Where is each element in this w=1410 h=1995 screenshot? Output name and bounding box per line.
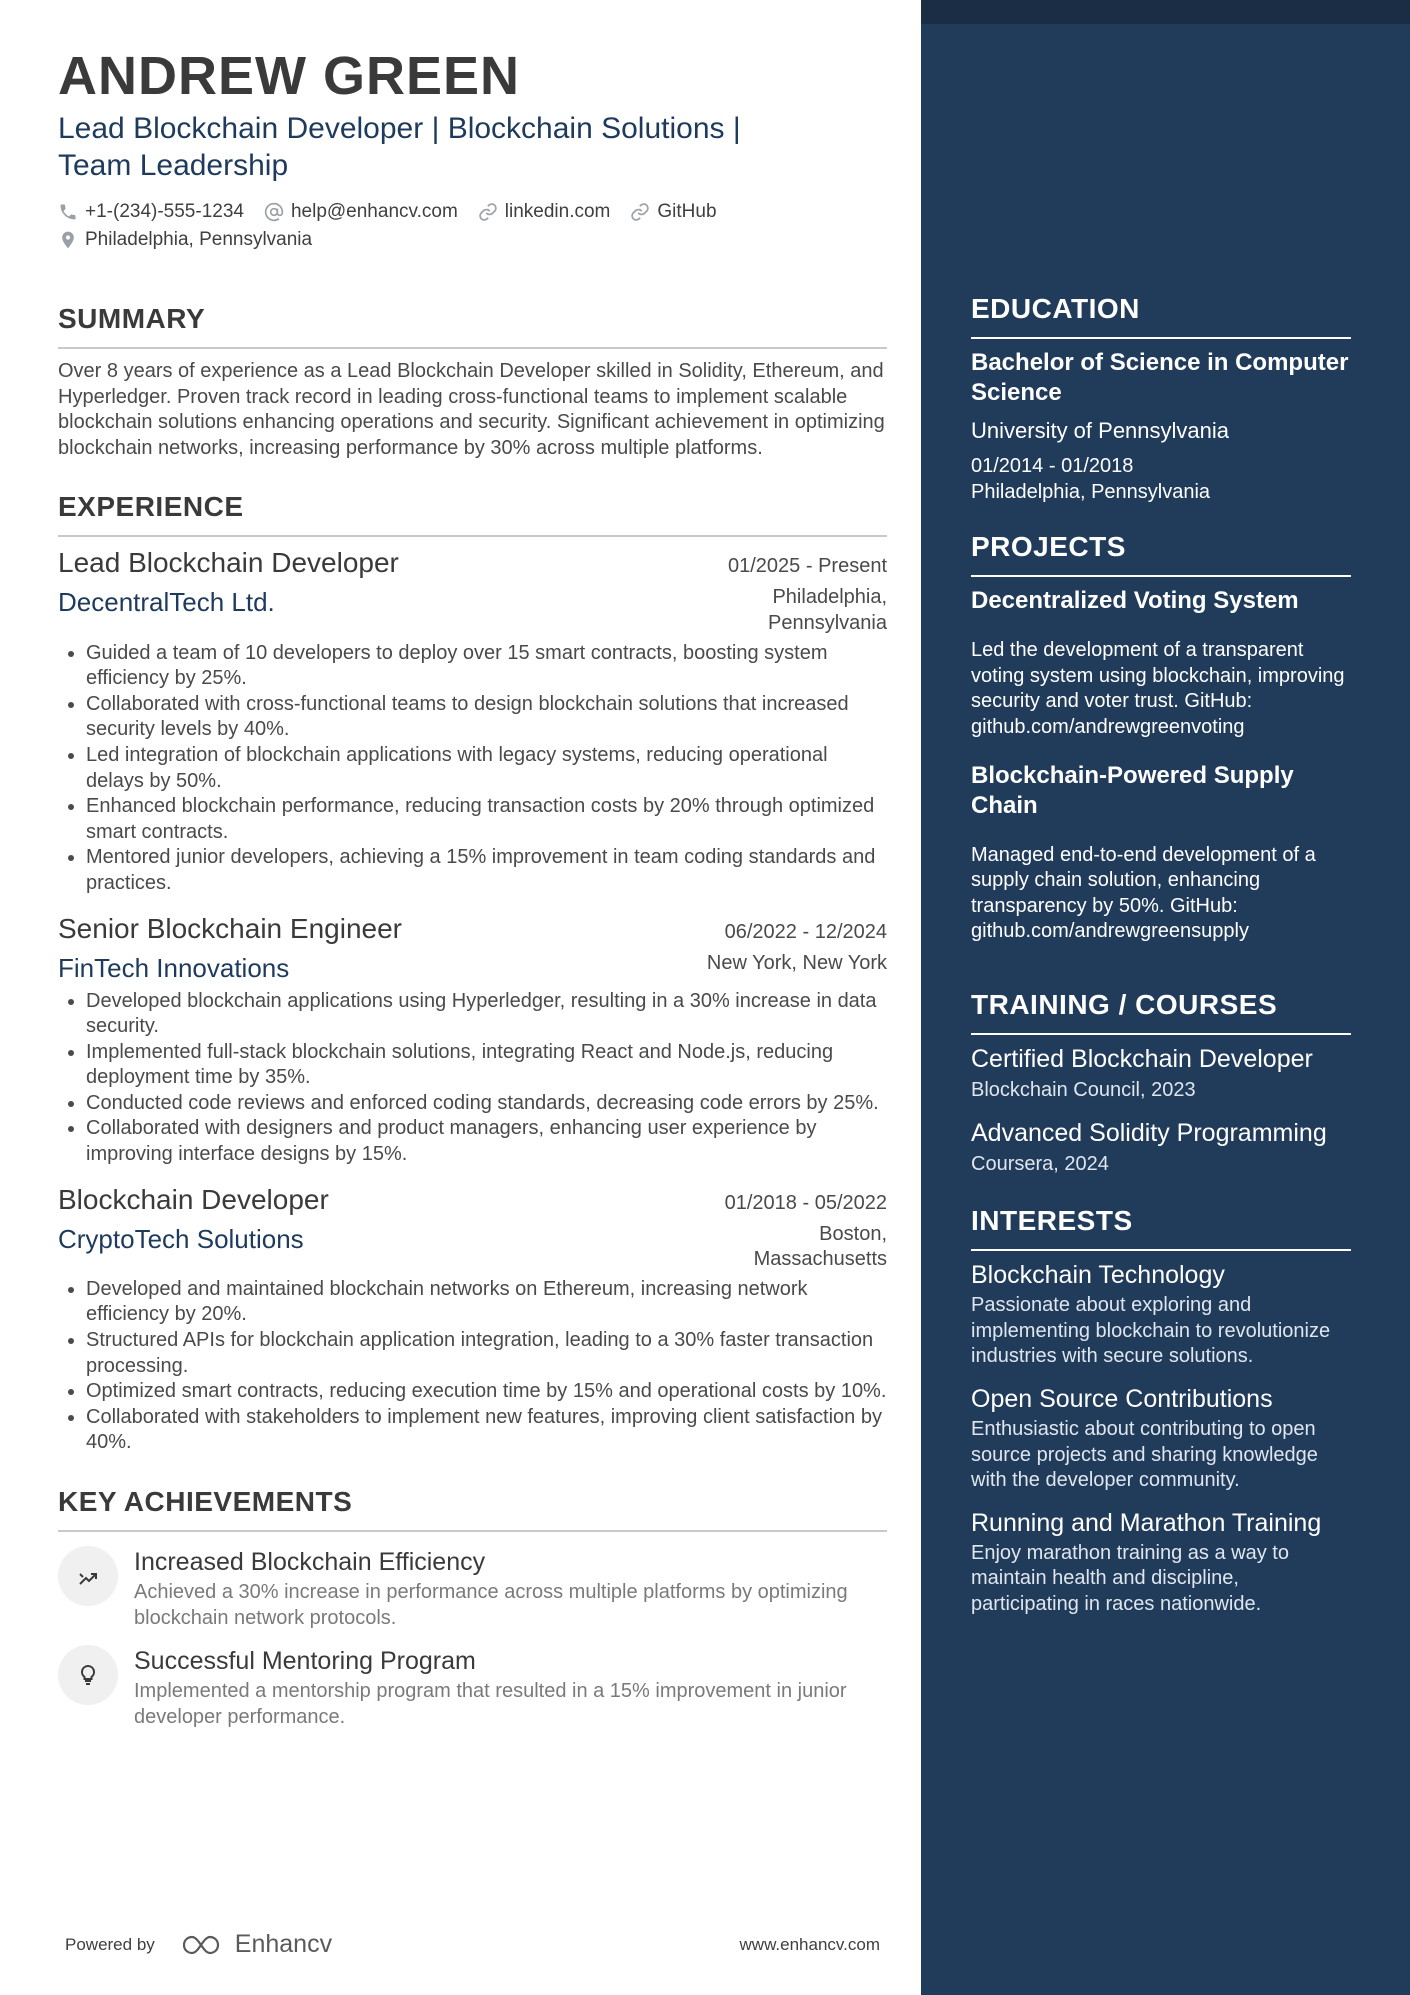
projects-section: [971, 529, 1351, 945]
section-title: EDUCATION: [971, 293, 1140, 324]
phone-icon: [58, 202, 78, 222]
course-title: Advanced Solidity Programming: [971, 1118, 1327, 1147]
achievement-title: Increased Blockchain Efficiency: [134, 1548, 486, 1576]
education-school: University of Pennsylvania: [971, 418, 1230, 443]
education-location: Philadelphia, Pennsylvania: [971, 480, 1211, 503]
linkedin-text: linkedin.com: [504, 201, 611, 222]
course-title: Certified Blockchain Developer: [971, 1044, 1313, 1073]
job-bullet: • Conducted code reviews and enforced coding standards, decreasing code errors by 25%.: [86, 1091, 887, 1117]
job-bullets: [58, 641, 887, 897]
achievement-description: Implemented a mentorship program that resulted in a 15% improvement in junior developer performance.: [134, 1680, 847, 1728]
achievement-icon-badge: [58, 1546, 118, 1606]
achievement-item: [58, 1546, 887, 1631]
education-degree: Bachelor of Science in Computer Science: [971, 349, 1349, 406]
job-bullet: • Enhanced blockchain performance, reducing transaction costs by 20% through optimized smart contracts.: [86, 794, 887, 845]
interest-description: Passionate about exploring and implementing blockchain to revolutionize industries with secure solutions.: [971, 1294, 1331, 1368]
job-company: FinTech Innovations: [58, 952, 290, 983]
job-bullet: • Collaborated with designers and product managers, enhancing user experience by improving interface designs by 15%.: [86, 1116, 887, 1167]
project-title: Blockchain-Powered Supply Chain: [971, 761, 1294, 819]
job-bullets: [58, 1277, 887, 1456]
powered-by: [65, 1930, 332, 1959]
job-bullet: • Led integration of blockchain applications with legacy systems, reducing operational delays by 50%.: [86, 743, 887, 794]
sidebar-column: [971, 291, 1351, 1617]
interest-title: Open Source Contributions: [971, 1384, 1273, 1413]
summary-section: [58, 301, 887, 461]
project-description: Managed end-to-end development of a supply chain solution, enhancing transparency by 50%. GitHub: github.com/andrewgreensupply: [971, 843, 1316, 943]
location-pin-icon: [58, 230, 78, 250]
job-dates: 06/2022 - 12/2024: [724, 920, 887, 943]
at-sign-icon: [264, 202, 284, 222]
phone-text: +1-(234)-555-1234: [85, 201, 244, 222]
job-bullets: [58, 989, 887, 1168]
candidate-headline: Lead Blockchain Developer | Blockchain Solutions | Team Leadership: [58, 112, 741, 182]
section-divider: [971, 1249, 1351, 1251]
job-bullet: • Collaborated with cross-functional teams to design blockchain solutions that increased security levels by 40%.: [86, 692, 887, 743]
contact-github[interactable]: [630, 201, 716, 223]
job-location: Boston, Massachusetts: [753, 1222, 887, 1271]
interest-description: Enjoy marathon training as a way to maintain health and discipline, participating in races nationwide.: [971, 1541, 1289, 1615]
contact-linkedin[interactable]: [478, 201, 611, 223]
job-bullet: • Structured APIs for blockchain application integration, leading to a 30% faster transaction processing.: [86, 1328, 887, 1379]
job-bullet: • Implemented full-stack blockchain solutions, integrating React and Node.js, reducing deployment time by 35%.: [86, 1040, 887, 1091]
job-entry: [58, 1182, 887, 1456]
email-text: help@enhancv.com: [290, 201, 458, 222]
job-title: Senior Blockchain Engineer: [58, 912, 402, 944]
job-title: Blockchain Developer: [58, 1183, 329, 1215]
interests-section: [971, 1203, 1351, 1617]
achievement-title: Successful Mentoring Program: [134, 1647, 476, 1676]
growth-arrow-icon: [76, 1564, 100, 1588]
brand-name: Enhancv: [234, 1930, 333, 1958]
section-divider: [971, 575, 1351, 577]
section-title: TRAINING / COURSES: [971, 988, 1278, 1020]
link-icon: [630, 202, 650, 222]
section-title: KEY ACHIEVEMENTS: [58, 1486, 353, 1517]
training-section: [971, 987, 1351, 1177]
job-entry: [58, 911, 887, 1168]
education-section: [971, 291, 1351, 505]
section-divider: [58, 1530, 887, 1532]
section-divider: [971, 337, 1351, 339]
powered-by-label: Powered by: [65, 1934, 155, 1954]
project-description: Led the development of a transparent voting system using blockchain, improving security and voter trust. GitHub: github.com/andrewgreenvoting: [971, 639, 1345, 738]
job-bullet: • Developed and maintained blockchain networks on Ethereum, increasing network efficiency by 20%.: [86, 1277, 887, 1328]
enhancv-logo-icon: [181, 1933, 227, 1957]
education-dates: 01/2014 - 01/2018: [971, 455, 1134, 477]
job-dates: 01/2018 - 05/2022: [724, 1191, 887, 1214]
job-location: New York, New York: [706, 951, 887, 974]
job-title: Lead Blockchain Developer: [58, 547, 399, 579]
achievements-section: [58, 1484, 887, 1730]
job-bullet: • Collaborated with stakeholders to implement new features, improving client satisfaction by 40%.: [86, 1405, 887, 1456]
lightbulb-icon: [76, 1663, 100, 1687]
job-bullet: • Guided a team of 10 developers to deploy over 15 smart contracts, boosting system efficiency by 25%.: [86, 641, 887, 692]
candidate-name: ANDREW GREEN: [58, 46, 521, 106]
brand-logo[interactable]: [181, 1930, 332, 1959]
contact-info: [58, 198, 887, 254]
sidebar-top-bar: [921, 0, 1410, 24]
footer-url[interactable]: www.enhancv.com: [739, 1934, 880, 1954]
interest-title: Running and Marathon Training: [971, 1508, 1322, 1537]
location-text: Philadelphia, Pennsylvania: [85, 229, 313, 250]
interest-title: Blockchain Technology: [971, 1261, 1225, 1290]
section-divider: [971, 1033, 1351, 1035]
summary-text: Over 8 years of experience as a Lead Blockchain Developer skilled in Solidity, Ethereum, and Hyperledger. Proven track record in leading cross-functional teams to implement scalable blockchain solutions enhancing operations and security. Significant achievement in optimizing blockchain networks, increasing performance by 30% across multiple platforms.: [58, 360, 885, 459]
section-divider: [58, 535, 887, 537]
github-text: GitHub: [657, 201, 717, 222]
job-location: Philadelphia, Pennsylvania: [768, 586, 887, 634]
job-bullet: • Optimized smart contracts, reducing execution time by 15% and operational costs by 10%.: [86, 1379, 887, 1405]
achievement-description: Achieved a 30% increase in performance across multiple platforms by optimizing blockchain network protocols.: [134, 1581, 848, 1629]
contact-location: [58, 229, 312, 251]
section-title: INTERESTS: [971, 1205, 1133, 1237]
main-column: [58, 44, 887, 1730]
experience-section: [58, 489, 887, 1456]
contact-email[interactable]: [264, 201, 458, 223]
footer: [65, 1930, 880, 1959]
section-divider: [58, 347, 887, 349]
achievement-icon-badge: [58, 1645, 118, 1705]
job-bullet: • Developed blockchain applications using Hyperledger, resulting in a 30% increase in data security.: [86, 989, 887, 1040]
course-detail: Coursera, 2024: [971, 1152, 1109, 1175]
job-entry: [58, 545, 887, 896]
achievement-item: [58, 1645, 887, 1730]
contact-phone[interactable]: [58, 201, 244, 223]
job-company: CryptoTech Solutions: [58, 1223, 304, 1254]
link-icon: [478, 202, 498, 222]
job-dates: 01/2025 - Present: [728, 555, 887, 578]
interest-description: Enthusiastic about contributing to open source projects and sharing knowledge with the developer community.: [971, 1417, 1318, 1492]
job-company: DecentralTech Ltd.: [58, 587, 275, 618]
course-detail: Blockchain Council, 2023: [971, 1078, 1196, 1101]
section-title: SUMMARY: [58, 303, 206, 334]
job-bullet: • Mentored junior developers, achieving a 15% improvement in team coding standards and practices.: [86, 845, 887, 896]
section-title: PROJECTS: [971, 531, 1126, 563]
project-title: Decentralized Voting System: [971, 587, 1299, 615]
section-title: EXPERIENCE: [58, 491, 244, 523]
